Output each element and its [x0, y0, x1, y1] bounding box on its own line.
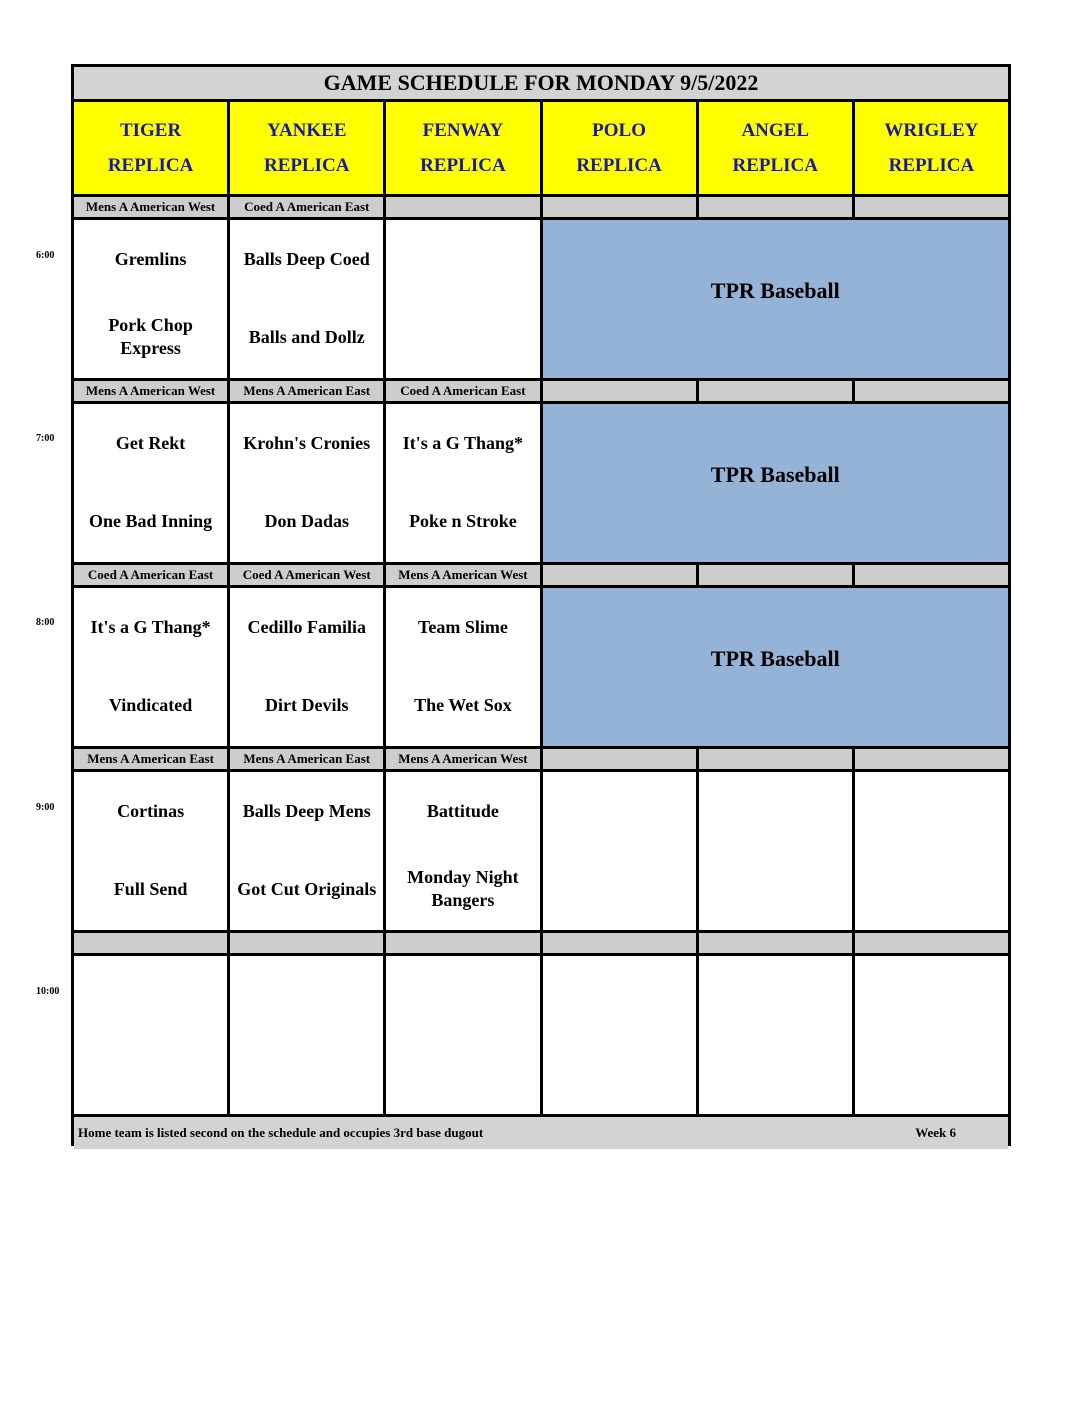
- division-label: [855, 381, 1008, 401]
- footer-bar: [74, 1117, 1008, 1149]
- time-label-8: 8:00: [36, 617, 55, 628]
- division-label: Mens A American East: [74, 749, 227, 769]
- field-sub: REPLICA: [732, 155, 818, 176]
- division-label: Coed A American West: [230, 565, 383, 585]
- game-cell: [74, 404, 227, 562]
- field-sub: REPLICA: [420, 155, 506, 176]
- field-header-wrigley: [855, 102, 1008, 194]
- away-team: Gremlins: [114, 249, 187, 269]
- time-label-7: 7:00: [36, 433, 55, 444]
- field-header-polo: [543, 102, 696, 194]
- game-cell: [386, 404, 539, 562]
- division-label: [699, 565, 852, 585]
- home-team: Don Dadas: [264, 510, 349, 531]
- game-cell: [386, 588, 539, 746]
- division-label: [543, 749, 696, 769]
- game-cell: [230, 220, 383, 378]
- game-cell: [855, 772, 1008, 930]
- division-label: [699, 197, 852, 217]
- time-column: [0, 0, 72, 1408]
- game-cell: [386, 220, 539, 378]
- game-cell: [74, 772, 227, 930]
- division-label: [543, 565, 696, 585]
- game-cell: [386, 956, 539, 1114]
- home-team: Full Send: [113, 878, 188, 899]
- away-team: Cortinas: [117, 801, 185, 821]
- game-cell: [74, 956, 227, 1114]
- home-team: Dirt Devils: [265, 694, 349, 715]
- page-title: GAME SCHEDULE FOR MONDAY 9/5/2022: [74, 67, 1008, 99]
- field-header-yankee: [230, 102, 383, 194]
- division-label: [74, 933, 227, 953]
- division-label: Mens A American East: [230, 749, 383, 769]
- away-team: Battitude: [426, 801, 499, 821]
- game-cell: [543, 956, 696, 1114]
- division-label: Coed A American East: [386, 381, 539, 401]
- division-label: [543, 381, 696, 401]
- division-label: Coed A American East: [230, 197, 383, 217]
- division-label: Mens A American West: [74, 381, 227, 401]
- home-team: Pork Chop Express: [108, 315, 193, 358]
- field-header-tiger: [74, 102, 227, 194]
- division-label: [855, 749, 1008, 769]
- away-team: Balls Deep Coed: [243, 249, 370, 269]
- tpr-baseball-block: TPR Baseball: [543, 588, 1009, 746]
- away-team: Cedillo Familia: [247, 617, 366, 637]
- division-label: Mens A American West: [386, 749, 539, 769]
- division-label: Coed A American East: [74, 565, 227, 585]
- game-cell: [230, 956, 383, 1114]
- field-sub: REPLICA: [263, 155, 350, 176]
- away-team: It's a G Thang*: [90, 617, 211, 637]
- away-team: It's a G Thang*: [402, 433, 524, 453]
- division-label: [855, 197, 1008, 217]
- home-team: Balls and Dollz: [248, 326, 365, 347]
- game-cell: [699, 772, 852, 930]
- division-label: [386, 197, 539, 217]
- field-header-fenway: [386, 102, 539, 194]
- division-label: Mens A American West: [386, 565, 539, 585]
- game-cell: [74, 588, 227, 746]
- field-sub: REPLICA: [888, 155, 975, 176]
- game-cell: [699, 956, 852, 1114]
- away-team: Krohn's Cronies: [243, 433, 371, 453]
- field-name: ANGEL: [741, 120, 810, 141]
- field-name: YANKEE: [266, 120, 347, 141]
- field-name: FENWAY: [422, 120, 504, 141]
- home-team: The Wet Sox: [414, 694, 512, 715]
- time-label-10: 10:00: [36, 986, 60, 997]
- division-label: [543, 933, 696, 953]
- home-team: Poke n Stroke: [409, 510, 517, 531]
- tpr-baseball-block: TPR Baseball: [543, 404, 1009, 562]
- division-label: [543, 197, 696, 217]
- time-label-9: 9:00: [36, 802, 55, 813]
- game-cell: [230, 588, 383, 746]
- division-label: [230, 933, 383, 953]
- week-label: Week 6: [915, 1125, 956, 1140]
- footer-note: Home team is listed second on the schedule and occupies 3rd base dugout: [78, 1125, 484, 1140]
- home-team: Got Cut Originals: [237, 878, 377, 899]
- division-label: [855, 565, 1008, 585]
- field-sub: REPLICA: [576, 155, 662, 176]
- game-cell: [230, 404, 383, 562]
- away-team: Get Rekt: [115, 433, 186, 453]
- home-team: One Bad Inning: [89, 510, 213, 531]
- division-label: [699, 933, 852, 953]
- field-sub: REPLICA: [107, 155, 194, 176]
- division-label: [699, 381, 852, 401]
- division-label: Mens A American East: [230, 381, 383, 401]
- division-label: [699, 749, 852, 769]
- division-label: [386, 933, 539, 953]
- game-cell: [386, 772, 539, 930]
- home-team: Vindicated: [108, 694, 193, 715]
- field-name: POLO: [592, 120, 646, 141]
- tpr-baseball-block: TPR Baseball: [543, 220, 1009, 378]
- game-cell: [230, 772, 383, 930]
- game-cell: [543, 772, 696, 930]
- away-team: Team Slime: [417, 617, 508, 637]
- away-team: Balls Deep Mens: [242, 801, 371, 821]
- division-label: Mens A American West: [74, 197, 227, 217]
- home-team: Monday Night Bangers: [407, 867, 519, 910]
- game-cell: [855, 956, 1008, 1114]
- schedule-grid: [71, 64, 1011, 1146]
- division-label: [855, 933, 1008, 953]
- field-header-angel: [699, 102, 852, 194]
- field-name: TIGER: [119, 120, 182, 141]
- game-cell: [74, 220, 227, 378]
- field-name: WRIGLEY: [884, 120, 979, 141]
- time-label-6: 6:00: [36, 250, 55, 261]
